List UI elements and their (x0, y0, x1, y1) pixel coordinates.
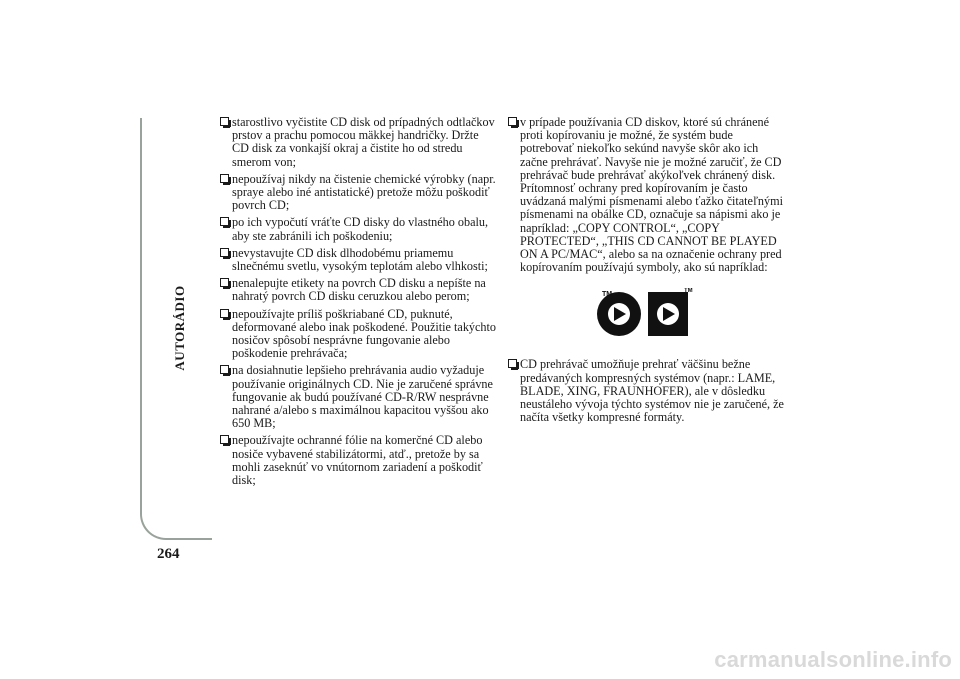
checkbox-bullet-icon (508, 359, 517, 368)
watermark: carmanualsonline.info (714, 647, 952, 672)
list-item: v prípade používania CD diskov, ktoré sú chránené proti kopírovaniu je možné, že systém bude potrebovať niekoľko sekúnd navyše skôr ako ich začne prehrávať. Navyše nie je možné zaručiť, že CD prehrávač bude prehrávať akýkoľvek chránený disk. Prítomnosť ochrany pred kopírovaním je často uvádzaná malými písmenami alebo ťažko čitateľnými písmenami na obálke CD, označuje sa nápismi ako je napríklad: „COPY CONTROL“, „COPY PROTECTED“, „THIS CD CANNOT BE PLAYED ON A PC/MAC“, alebo sa na označenie ochrany pred kopírovaním používajú symboly, ako sú napríklad: (508, 116, 788, 274)
list-item: nepoužívajte príliš poškriabané CD, puknuté, deformované alebo inak poškodené. Použitie takýchto nosičov spôsobí nesprávne fungovanie alebo poškodenie prehrávača; (220, 308, 496, 361)
list-item: starostlivo vyčistite CD disk od prípadných odtlačkov prstov a prachu pomocou mäkkej handričky. Držte CD disk za vonkajší okraj a čistite ho od stredu smerom von; (220, 116, 496, 169)
list-item: nepoužívaj nikdy na čistenie chemické výrobky (napr. spraye alebo iné antistatické) pretože môžu poškodiť povrch CD; (220, 173, 496, 213)
left-column (220, 116, 496, 491)
copy-protection-symbol-icon (596, 288, 696, 340)
checkbox-bullet-icon (220, 309, 229, 318)
page-number: 264 (157, 546, 180, 562)
list-item: CD prehrávač umožňuje prehrať väčšinu bežne predávaných kompresných systémov (napr.: LAME, BLADE, XING, FRAUNHOFER), ale v dôsledku neustáleho vývoja týchto systémov nie je zaručené, že načíta všetky kompresné formáty. (508, 358, 788, 424)
checkbox-bullet-icon (220, 174, 229, 183)
tm-label: TM (602, 291, 613, 299)
checkbox-bullet-icon (220, 117, 229, 126)
list-item: nenalepujte etikety na povrch CD disku a nepíšte na nahratý povrch CD disku ceruzkou alebo perom; (220, 277, 496, 303)
checkbox-bullet-icon (220, 435, 229, 444)
copy-protection-logos (508, 288, 788, 348)
list-item: po ich vypočutí vráťte CD disky do vlastného obalu, aby ste zabránili ich poškodeniu; (220, 216, 496, 242)
list-item: nepoužívajte ochranné fólie na komerčné CD alebo nosiče vybavené stabilizátormi, atď., pretože by sa mohli zaseknúť vo vnútornom zariadení a poškodiť disk; (220, 434, 496, 487)
checkbox-bullet-icon (220, 248, 229, 257)
checkbox-bullet-icon (220, 217, 229, 226)
list-item: na dosiahnutie lepšieho prehrávania audio vyžaduje používanie originálnych CD. Nie je zaručené správne fungovanie ak budú používané CD-R/RW nesprávne nahrané a/alebo s maximálnou kapacitou vyššou ako 650 MB; (220, 364, 496, 430)
tm-label: TM (684, 288, 693, 295)
list-item: nevystavujte CD disk dlhodobému priamemu slnečnému svetlu, vysokým teplotám alebo vlhkosti; (220, 247, 496, 273)
checkbox-bullet-icon (220, 365, 229, 374)
checkbox-bullet-icon (220, 278, 229, 287)
checkbox-bullet-icon (508, 117, 517, 126)
right-column (508, 116, 788, 428)
section-label: AUTORÁDIO (172, 285, 187, 371)
